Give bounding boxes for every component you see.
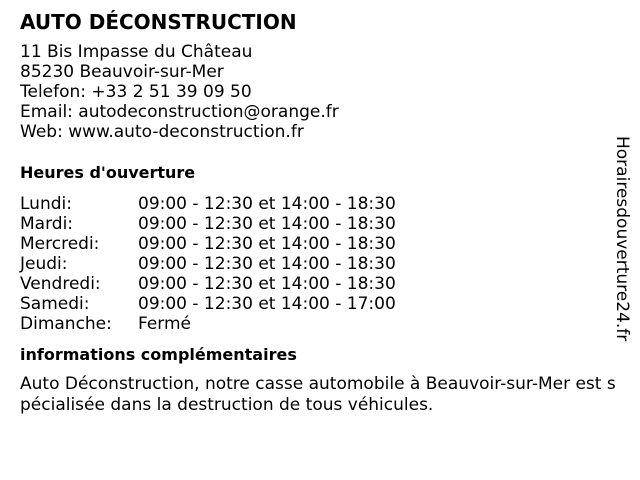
hours-row-vendredi [20,274,632,294]
hours-row-jeudi [20,254,632,274]
info-line: Auto Déconstruction, notre casse automobile à Beauvoir-sur-Mer est s [20,374,616,394]
address-street: 11 Bis Impasse du Château [20,42,253,62]
day-hours: 09:00 - 12:30 et 14:00 - 18:30 [138,234,396,254]
day-hours: 09:00 - 12:30 et 14:00 - 17:00 [138,294,396,314]
hours-row-lundi [20,194,632,214]
business-name: AUTO DÉCONSTRUCTION [20,10,297,34]
address-city: 85230 Beauvoir-sur-Mer [20,62,224,82]
opening-hours-table [20,194,632,334]
info-line: pécialisée dans la destruction de tous véhicules. [20,395,434,415]
day-hours: Fermé [138,314,192,334]
business-card [20,10,632,416]
opening-hours-heading: Heures d'ouverture [20,163,196,182]
day-label: Jeudi: [20,254,68,274]
day-label: Vendredi: [20,274,101,294]
email-address: Email: autodeconstruction@orange.fr [20,102,339,122]
additional-info-heading: informations complémentaires [20,345,297,364]
day-label: Dimanche: [20,314,112,334]
day-label: Mardi: [20,214,74,234]
day-hours: 09:00 - 12:30 et 14:00 - 18:30 [138,214,396,234]
additional-info-text [20,374,632,416]
contact-block [20,42,632,142]
hours-row-mercredi [20,234,632,254]
day-label: Lundi: [20,194,72,214]
phone-number: Telefon: +33 2 51 39 09 50 [20,82,252,102]
site-watermark [610,136,634,344]
day-hours: 09:00 - 12:30 et 14:00 - 18:30 [138,194,396,214]
hours-row-mardi [20,214,632,234]
hours-row-samedi [20,294,632,314]
watermark-text: Horairesdouverture24.fr [612,136,632,342]
day-hours: 09:00 - 12:30 et 14:00 - 18:30 [138,274,396,294]
day-label: Mercredi: [20,234,100,254]
hours-row-dimanche [20,314,632,334]
day-hours: 09:00 - 12:30 et 14:00 - 18:30 [138,254,396,274]
day-label: Samedi: [20,294,90,314]
website-address: Web: www.auto-deconstruction.fr [20,122,304,142]
